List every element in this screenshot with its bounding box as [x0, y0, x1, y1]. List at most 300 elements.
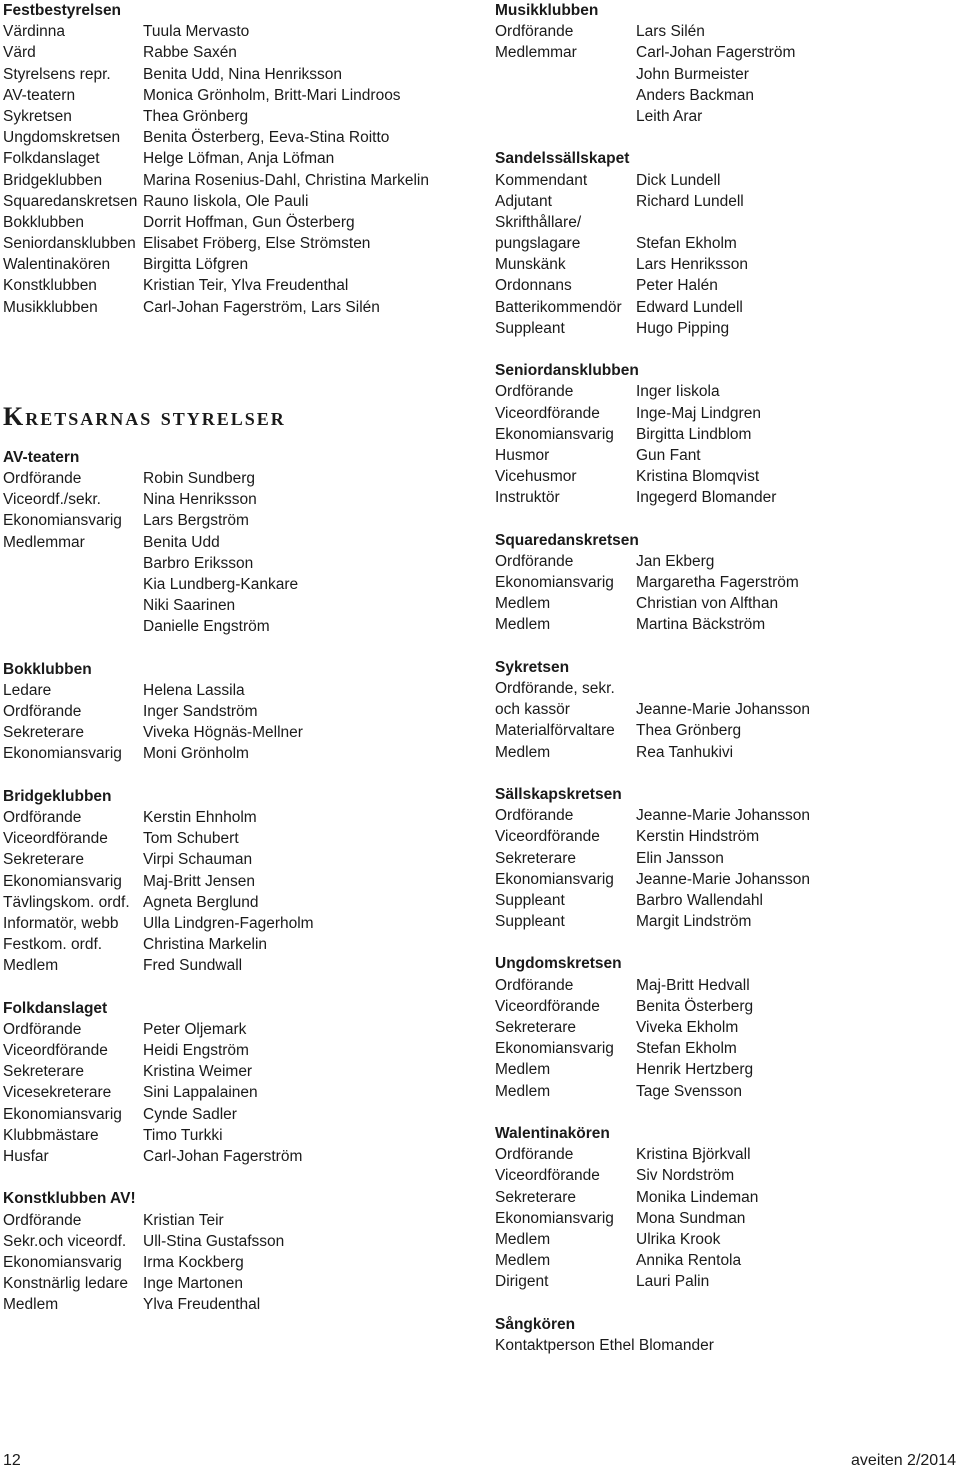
member-row: [495, 445, 955, 466]
member-row: [3, 1104, 473, 1125]
committee-section: [3, 447, 473, 638]
role-label: Medlem: [495, 616, 551, 634]
section-heading: Squaredanskretsen: [495, 531, 639, 549]
section-heading: Sångkören: [495, 1315, 576, 1333]
member-row: [495, 1144, 955, 1165]
committee-section: [495, 360, 955, 508]
member-row: [3, 595, 473, 616]
spacer: [3, 765, 473, 786]
role-label: AV-teatern: [3, 86, 76, 104]
member-row: [495, 85, 955, 106]
member-name: Benita Österberg: [636, 997, 754, 1015]
member-row: [495, 1081, 955, 1102]
role-label: Ekonomiansvarig: [3, 512, 122, 530]
role-label: Festkom. ordf.: [3, 936, 103, 954]
committee-section: [495, 530, 955, 636]
member-name: Jeanne-Marie Johansson: [636, 807, 811, 825]
section-heading: Ungdomskretsen: [495, 955, 622, 973]
role-label: Värdinna: [3, 23, 66, 41]
member-name: [636, 212, 955, 233]
committee-section: [495, 0, 955, 127]
member-row: [495, 805, 955, 826]
member-row: [495, 106, 955, 127]
member-name: John Burmeister: [636, 65, 749, 83]
member-row: [3, 743, 473, 764]
role-label: Ordonnans: [495, 277, 572, 295]
section-heading: Festbestyrelsen: [3, 2, 122, 19]
member-name: Inge Martonen: [143, 1275, 243, 1293]
section-heading: Bokklubben: [3, 660, 92, 678]
role-label: Ekonomiansvarig: [3, 1105, 122, 1123]
member-row: [3, 148, 473, 169]
role-label: Ordförande: [3, 1211, 82, 1229]
member-name: Tage Svensson: [636, 1082, 742, 1100]
member-name: Gun Fant: [636, 446, 701, 464]
member-row: [3, 616, 473, 637]
member-name: Marina Rosenius-Dahl, Christina Markelin: [143, 171, 429, 189]
member-name: Kristina Weimer: [143, 1063, 253, 1081]
member-name: Ingegerd Blomander: [636, 489, 777, 507]
spacer: [495, 1102, 955, 1123]
role-label: Ordförande: [495, 23, 574, 41]
role-label: Ordförande: [3, 809, 82, 826]
member-row: [495, 699, 955, 720]
member-name: Virpi Schauman: [143, 851, 253, 869]
member-row: [3, 85, 473, 106]
member-row: [3, 934, 473, 955]
role-label: Ordförande: [3, 1020, 82, 1038]
role-label: Sekreterare: [3, 1063, 84, 1081]
member-row: [3, 680, 473, 701]
role-label: Sekreterare: [3, 724, 84, 742]
member-row: [495, 191, 955, 212]
role-label: Seniordansklubben: [3, 235, 136, 253]
member-row: [3, 510, 473, 531]
spacer: [3, 1167, 473, 1188]
section-heading: Seniordansklubben: [495, 362, 639, 380]
role-label: Ekonomiansvarig: [495, 1209, 614, 1227]
member-row: [495, 21, 955, 42]
member-row: [495, 233, 955, 254]
member-row: [3, 21, 473, 42]
spacer: [495, 763, 955, 784]
member-name: Margit Lindström: [636, 913, 752, 931]
member-row: [495, 996, 955, 1017]
role-label: Suppleant: [495, 319, 565, 337]
member-row: [495, 975, 955, 996]
role-label: Medlem: [3, 957, 59, 975]
role-label: Ekonomiansvarig: [3, 872, 122, 890]
member-name: Helena Lassila: [143, 681, 245, 699]
committee-section: [495, 784, 955, 932]
member-row: [495, 403, 955, 424]
role-label: Viceordförande: [3, 1042, 108, 1060]
member-row: [3, 871, 473, 892]
member-row: [3, 1082, 473, 1103]
member-name: Mona Sundman: [636, 1209, 746, 1227]
member-name: Hugo Pipping: [636, 319, 730, 337]
role-label: Suppleant: [495, 913, 565, 931]
committee-section: [3, 0, 473, 318]
role-label: Medlem: [495, 743, 551, 761]
role-label: Vicehusmor: [495, 468, 577, 486]
role-label: Husfar: [3, 1148, 49, 1165]
member-row: [495, 64, 955, 85]
member-name: Jeanne-Marie Johansson: [636, 870, 811, 888]
role-label: Ordförande: [495, 1146, 574, 1164]
committee-section: [495, 1314, 955, 1356]
role-label: Informatör, webb: [3, 914, 119, 932]
member-name: Ulrika Krook: [636, 1230, 721, 1248]
member-row: [3, 42, 473, 63]
member-row: [495, 1017, 955, 1038]
member-row: [495, 1038, 955, 1059]
role-label: Folkdanslaget: [3, 150, 100, 168]
member-name: Martina Bäckström: [636, 616, 766, 634]
role-label: Viceordförande: [495, 828, 600, 846]
role-label: Tävlingskom. ordf.: [3, 893, 130, 911]
spacer: [495, 636, 955, 657]
issue-label: aveiten 2/2014: [851, 1452, 956, 1469]
role-label: Klubbmästare: [3, 1126, 99, 1144]
member-row: [495, 826, 955, 847]
role-label: Ordförande, sekr.: [495, 680, 615, 697]
section-heading: Sällskapskretsen: [495, 785, 622, 803]
role-label: Ledare: [3, 681, 52, 699]
member-row: [495, 1229, 955, 1250]
member-name: Dick Lundell: [636, 171, 721, 189]
member-row: [3, 807, 473, 828]
member-row: [3, 489, 473, 510]
member-row: [495, 487, 955, 508]
member-row: [3, 574, 473, 595]
spacer: [495, 509, 955, 530]
member-row: [3, 1040, 473, 1061]
member-name: Tom Schubert: [143, 830, 239, 848]
member-name: Helge Löfman, Anja Löfman: [143, 150, 335, 168]
member-name: Fred Sundwall: [143, 957, 243, 975]
role-label: Ekonomiansvarig: [495, 574, 614, 592]
right-sections: [495, 0, 955, 1356]
member-row: [495, 297, 955, 318]
member-row: [495, 466, 955, 487]
member-row: [495, 720, 955, 741]
spacer: [3, 977, 473, 998]
member-row: [495, 551, 955, 572]
member-name: Danielle Engström: [143, 618, 270, 636]
member-name: Ulla Lindgren-Fagerholm: [143, 914, 314, 932]
role-label: Bokklubben: [3, 213, 85, 231]
member-name: Robin Sundberg: [143, 470, 256, 487]
member-row: [495, 1208, 955, 1229]
role-label: Sekreterare: [495, 849, 576, 867]
member-name: Barbro Eriksson: [143, 554, 254, 572]
role-label: Viceordförande: [3, 830, 108, 848]
role-label: Medlem: [495, 1082, 551, 1100]
member-name: Anders Backman: [636, 86, 755, 104]
member-name: Christian von Alfthan: [636, 595, 779, 613]
member-name: Inge-Maj Lindgren: [636, 404, 761, 422]
role-label: Ekonomiansvarig: [495, 870, 614, 888]
member-name: Agneta Berglund: [143, 893, 259, 911]
member-name: Timo Turkki: [143, 1126, 223, 1144]
member-row: [495, 381, 955, 402]
left-sections: [3, 447, 473, 1316]
member-row: [3, 1210, 473, 1231]
member-name: Lars Silén: [636, 23, 705, 41]
member-row: [3, 1294, 473, 1315]
member-row: [495, 614, 955, 635]
member-name: Barbro Wallendahl: [636, 891, 763, 909]
member-row: [495, 170, 955, 191]
member-name: Elin Jansson: [636, 849, 724, 867]
member-row: [3, 170, 473, 191]
member-name: Annika Rentola: [636, 1252, 742, 1270]
role-label: Medlem: [495, 595, 551, 613]
member-name: Heidi Engström: [143, 1042, 249, 1060]
role-label: [3, 574, 143, 595]
member-row: [3, 127, 473, 148]
role-label: Kontaktperson Ethel Blomander: [495, 1336, 714, 1354]
role-label: Suppleant: [495, 891, 565, 909]
member-name: Viveka Ekholm: [636, 1019, 739, 1036]
member-name: Thea Grönberg: [143, 107, 249, 125]
role-label: Viceordförande: [495, 404, 600, 422]
section-heading: Bridgeklubben: [3, 787, 112, 805]
role-label: [3, 616, 143, 637]
member-name: Inger Sandström: [143, 703, 258, 721]
committee-section: [495, 1123, 955, 1293]
committee-section: [3, 659, 473, 765]
role-label: Medlem: [3, 1296, 59, 1314]
member-row: [495, 848, 955, 869]
role-label: Sekreterare: [495, 1019, 576, 1036]
section-heading: Folkdanslaget: [3, 999, 108, 1017]
member-name: Dorrit Hoffman, Gun Österberg: [143, 213, 355, 231]
member-row: [495, 869, 955, 890]
committee-section: [495, 148, 955, 339]
member-name: Rauno Iiskola, Ole Pauli: [143, 192, 309, 210]
member-name: Elisabet Fröberg, Else Strömsten: [143, 235, 371, 253]
member-name: Kia Lundberg-Kankare: [143, 575, 299, 593]
member-name: Birgitta Lindblom: [636, 425, 752, 443]
member-name: Viveka Högnäs-Mellner: [143, 724, 303, 742]
member-name: Kristian Teir, Ylva Freudenthal: [143, 277, 349, 295]
role-label: [495, 64, 636, 85]
page-title: Kretsarnas styrelser: [3, 401, 286, 431]
member-row: [3, 191, 473, 212]
role-label: Sykretsen: [3, 107, 72, 125]
member-row: [495, 593, 955, 614]
member-row: [495, 1187, 955, 1208]
member-row: [3, 468, 473, 489]
role-label: Walentinakören: [3, 256, 111, 274]
member-row: [495, 1335, 955, 1356]
member-name: Leith Arar: [636, 107, 703, 125]
member-name: Lars Bergström: [143, 512, 249, 530]
role-label: Batterikommendör: [495, 298, 622, 316]
member-row: [495, 678, 955, 699]
member-name: Cynde Sadler: [143, 1105, 237, 1123]
committee-section: [495, 953, 955, 1101]
role-label: Kommendant: [495, 171, 588, 189]
role-label: Viceordförande: [495, 997, 600, 1015]
member-row: [495, 275, 955, 296]
role-label: Ordförande: [3, 470, 82, 487]
member-row: [3, 1231, 473, 1252]
member-name: Tuula Mervasto: [143, 23, 250, 41]
role-label: [3, 595, 143, 616]
role-label: Styrelsens repr.: [3, 65, 111, 83]
member-name: Stefan Ekholm: [636, 235, 737, 253]
role-label: Ordförande: [495, 552, 574, 570]
member-row: [495, 424, 955, 445]
member-row: [495, 254, 955, 275]
member-row: [3, 892, 473, 913]
member-name: Christina Markelin: [143, 936, 268, 954]
member-name: Carl-Johan Fagerström: [636, 44, 796, 62]
member-row: [495, 318, 955, 339]
member-row: [3, 212, 473, 233]
role-label: och kassör: [495, 701, 570, 719]
section-heading: Walentinakören: [495, 1124, 610, 1142]
committee-section: [3, 998, 473, 1168]
member-row: [3, 701, 473, 722]
role-label: Squaredanskretsen: [3, 192, 138, 210]
member-name: Thea Grönberg: [636, 722, 742, 740]
role-label: Ordförande: [3, 703, 82, 721]
role-label: Husmor: [495, 446, 550, 464]
role-label: Ordförande: [495, 383, 574, 401]
role-label: Medlem: [495, 1230, 551, 1248]
member-row: [3, 553, 473, 574]
role-label: Ordförande: [495, 976, 574, 994]
member-name: Peter Halén: [636, 277, 718, 295]
role-label: [495, 106, 636, 127]
role-label: Medlem: [495, 1252, 551, 1270]
role-label: Dirigent: [495, 1273, 549, 1291]
member-row: [3, 1273, 473, 1294]
role-label: Ekonomiansvarig: [495, 1040, 614, 1058]
spacer: [3, 638, 473, 659]
member-row: [3, 106, 473, 127]
role-label: Bridgeklubben: [3, 171, 103, 189]
role-label: Instruktör: [495, 489, 560, 507]
role-label: Medlemmar: [495, 44, 577, 62]
section-heading: Sandelssällskapet: [495, 150, 630, 168]
member-name: Lars Henriksson: [636, 256, 748, 274]
left-column: [3, 0, 473, 1316]
role-label: Ekonomiansvarig: [3, 745, 122, 763]
section-heading: Sykretsen: [495, 658, 570, 676]
role-label: Ordförande: [495, 807, 574, 825]
member-name: Richard Lundell: [636, 192, 744, 210]
member-row: [3, 1146, 473, 1167]
member-name: Kristina Blomqvist: [636, 468, 760, 486]
right-column: [495, 0, 955, 1356]
member-row: [3, 233, 473, 254]
member-name: Benita Österberg, Eeva-Stina Roitto: [143, 129, 390, 147]
member-name: Kerstin Ehnholm: [143, 809, 257, 826]
member-row: [495, 42, 955, 63]
member-row: [495, 1165, 955, 1186]
member-name: Lauri Palin: [636, 1273, 710, 1291]
role-label: Värd: [3, 44, 36, 62]
member-row: [3, 1252, 473, 1273]
role-label: Adjutant: [495, 192, 552, 210]
committee-section: [3, 786, 473, 977]
member-name: Jeanne-Marie Johansson: [636, 701, 811, 719]
member-name: Nina Henriksson: [143, 491, 257, 509]
festbestyrelsen-section: [3, 0, 473, 318]
member-row: [3, 275, 473, 296]
member-name: Jan Ekberg: [636, 552, 715, 570]
member-row: [3, 1125, 473, 1146]
role-label: Materialförvaltare: [495, 722, 615, 740]
member-row: [3, 297, 473, 318]
member-row: [3, 1061, 473, 1082]
member-name: Birgitta Löfgren: [143, 256, 249, 274]
member-name: Edward Lundell: [636, 298, 743, 316]
member-name: Henrik Hertzberg: [636, 1061, 754, 1079]
role-label: Sekreterare: [495, 1188, 576, 1206]
role-label: Konstklubben: [3, 277, 97, 295]
member-name: Benita Udd: [143, 533, 220, 551]
member-row: [495, 911, 955, 932]
member-name: Maj-Britt Hedvall: [636, 976, 750, 994]
member-row: [3, 913, 473, 934]
member-name: Carl-Johan Fagerström, Lars Silén: [143, 298, 380, 316]
member-row: [3, 254, 473, 275]
member-name: Carl-Johan Fagerström: [143, 1148, 303, 1165]
role-label: Munskänk: [495, 256, 566, 274]
member-row: [495, 890, 955, 911]
role-label: [495, 85, 636, 106]
member-name: Kristina Björkvall: [636, 1146, 751, 1164]
member-name: Maj-Britt Jensen: [143, 872, 255, 890]
role-label: pungslagare: [495, 235, 581, 253]
member-row: [495, 742, 955, 763]
spacer: [495, 932, 955, 953]
page-number: 12: [3, 1452, 21, 1469]
member-row: [495, 1059, 955, 1080]
section-heading: AV-teatern: [3, 448, 80, 466]
role-label: Viceordförande: [495, 1167, 600, 1185]
spacer: [495, 127, 955, 148]
role-label: Sekreterare: [3, 851, 84, 869]
role-label: Ekonomiansvarig: [3, 1253, 122, 1271]
member-name: Benita Udd, Nina Henriksson: [143, 65, 343, 83]
role-label: Ungdomskretsen: [3, 129, 121, 147]
role-label: Vicesekreterare: [3, 1084, 112, 1102]
member-name: Kerstin Hindström: [636, 828, 760, 846]
role-label: Skrifthållare/: [495, 213, 582, 231]
member-row: [3, 64, 473, 85]
member-name: Irma Kockberg: [143, 1253, 244, 1271]
member-name: Moni Grönholm: [143, 745, 249, 763]
member-name: Ull-Stina Gustafsson: [143, 1232, 285, 1250]
member-name: Peter Oljemark: [143, 1020, 247, 1038]
member-row: [3, 849, 473, 870]
member-row: [495, 572, 955, 593]
section-heading: Musikklubben: [495, 2, 599, 19]
member-name: Inger Iiskola: [636, 383, 720, 401]
spacer: [495, 1292, 955, 1313]
role-label: Ekonomiansvarig: [495, 425, 614, 443]
role-label: Konstnärlig ledare: [3, 1275, 128, 1293]
member-name: Monika Lindeman: [636, 1188, 759, 1206]
role-label: Musikklubben: [3, 298, 98, 316]
